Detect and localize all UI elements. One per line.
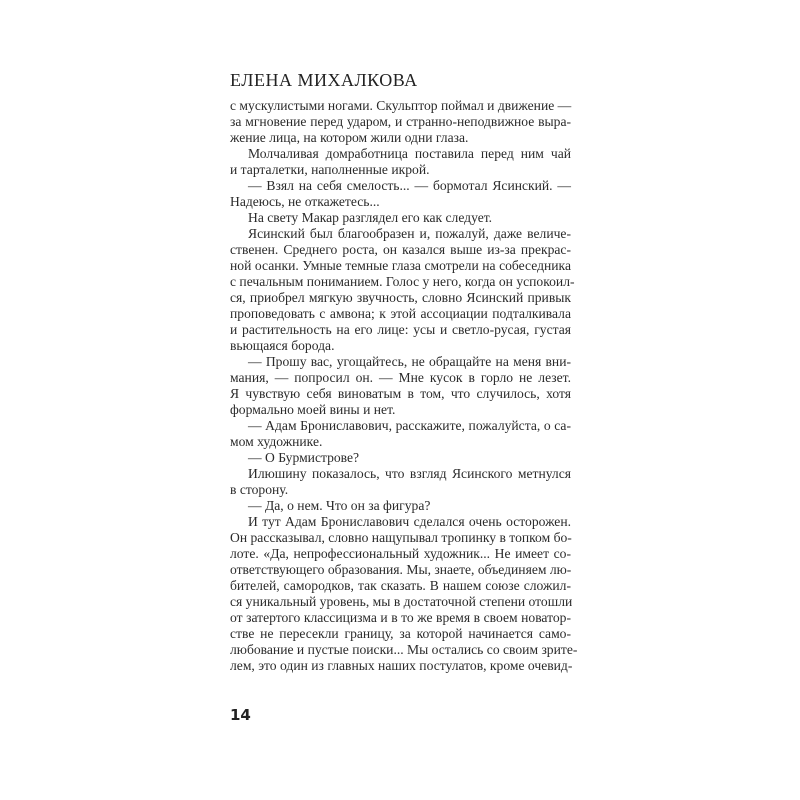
body-text <box>230 98 578 674</box>
text-line: формально моей вины и нет. <box>230 402 396 417</box>
text-line: лем, это один из главных наших постулатов, кроме очевид- <box>230 658 573 673</box>
text-line: мания, — попросил он. — Мне кусок в горло не лезет. <box>230 370 571 385</box>
text-line: лоте. «Да, непрофессиональный художник... Не имеет со- <box>230 546 571 561</box>
text-line: Он рассказывал, словно нащупывал тропинку в топком бо- <box>230 530 572 545</box>
text-line: проповедовать с амвона; к этой ассоциации подталкивала <box>230 306 571 321</box>
text-line: Я чувствую себя виноватым в том, что случилось, хотя <box>230 386 571 401</box>
text-line: И тут Адам Брониславович сделался очень осторожен. <box>248 514 571 529</box>
page-number: 14 <box>230 706 251 724</box>
text-line: и тарталетки, наполненные икрой. <box>230 162 430 177</box>
text-line: Илюшину показалось, что взгляд Ясинского метнулся <box>248 466 571 481</box>
text-line: — О Бурмистрове? <box>248 450 360 465</box>
text-line: — Взял на себя смелость... — бормотал Ясинский. — <box>248 178 571 193</box>
text-line: бителей, самородков, так сказать. В нашем союзе сложил- <box>230 578 571 593</box>
text-line: с мускулистыми ногами. Скульптор поймал и движение — <box>230 98 572 113</box>
text-line: любование и пустые поиски... Мы остались со своим зрите- <box>230 642 578 657</box>
text-line: вьющаяся борода. <box>230 338 335 353</box>
text-line: и растительность на его лице: усы и светло-русая, густая <box>230 322 571 337</box>
text-line: ся, приобрел мягкую звучность, словно Ясинский привык <box>230 290 571 305</box>
text-line: Надеюсь, не откажетесь... <box>230 194 380 209</box>
text-line: стве не пересекли границу, за которой начинается само- <box>230 626 571 641</box>
text-line: — Адам Брониславович, расскажите, пожалуйста, о са- <box>248 418 571 433</box>
text-line: в сторону. <box>230 482 289 497</box>
text-line: ся уникальный уровень, мы в достаточной степени отошли <box>230 594 573 609</box>
text-line: Молчаливая домработница поставила перед ним чай <box>248 146 571 161</box>
text-line: жение лица, на котором жили одни глаза. <box>230 130 469 145</box>
text-line: за мгновение перед ударом, и странно-неподвижное выра- <box>230 114 571 129</box>
text-line: На свету Макар разглядел его как следует. <box>248 210 493 225</box>
text-line: ной осанки. Умные темные глаза смотрели на собеседника <box>230 258 571 273</box>
text-line: ответствующего образования. Мы, знаете, объединяем лю- <box>230 562 572 577</box>
running-header-author: ЕЛЕНА МИХАЛКОВА <box>230 70 418 90</box>
text-line: с печальным пониманием. Голос у него, когда он успокоил- <box>230 274 575 289</box>
text-line: ственен. Среднего роста, он казался выше из-за прекрас- <box>230 242 571 257</box>
text-line: мом художнике. <box>230 434 323 449</box>
text-line: — Да, о нем. Что он за фигура? <box>248 498 431 513</box>
text-line: Ясинский был благообразен и, пожалуй, даже величе- <box>248 226 571 241</box>
text-line: — Прошу вас, угощайтесь, не обращайте на меня вни- <box>248 354 571 369</box>
text-line: от затертого классицизма и в то же время в своем новатор- <box>230 610 571 625</box>
